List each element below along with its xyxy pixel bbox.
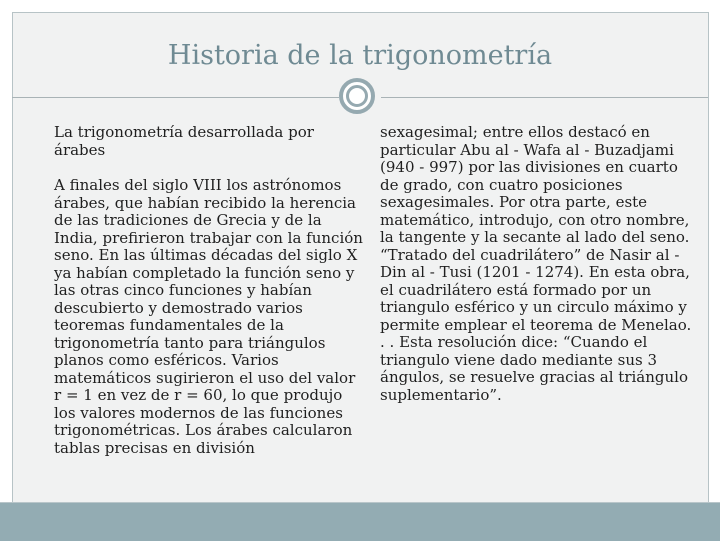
circle-ornament-icon — [339, 78, 375, 114]
circle-ornament-inner — [346, 85, 368, 107]
title-divider-right — [381, 97, 708, 98]
slide-title: Historia de la trigonometría — [167, 40, 553, 71]
left-column-paragraph: A finales del siglo VIII los astrónomos árabes, que habían recibido la herencia de las tradiciones de Grecia y de la India, prefirieron trabajar con la función seno. En las últimas décadas del siglo X ya habían completado la función seno y las otras cinco funciones y habían descubierto y demostrado varios teoremas fundamentales de la trigonometría tanto para triángulos planos como esféricos. Varios matemáticos sugirieron el uso del valor r = 1 en vez de r = 60, lo que produjo los valores modernos de las funciones trigonométricas. Los árabes calcularon tablas precisas en división — [54, 176, 363, 457]
left-column — [54, 124, 364, 457]
left-column-heading: La trigonometría desarrollada por árabes — [54, 123, 314, 159]
title-divider-left — [12, 97, 339, 98]
right-column — [380, 124, 692, 404]
footer-bar — [0, 502, 720, 541]
right-column-paragraph: sexagesimal; entre ellos destacó en particular Abu al - Wafa al - Buzadjami (940 - 997) por las divisiones en cuarto de grado, con cuatro posiciones sexagesimales. Por otra parte, este matemático, introdujo, con otro nombre, la tangente y la secante al lado del seno. “Tratado del cuadrilátero” de Nasir al - Din al - Tusi (1201 - 1274). En esta obra, el cuadrilátero está formado por un triangulo esférico y un circulo máximo y permite emplear el teorema de Menelao. . . Esta resolución dice: “Cuando el triangulo viene dado mediante sus 3 ángulos, se resuelve gracias al triángulo suplementario”. — [380, 123, 692, 404]
